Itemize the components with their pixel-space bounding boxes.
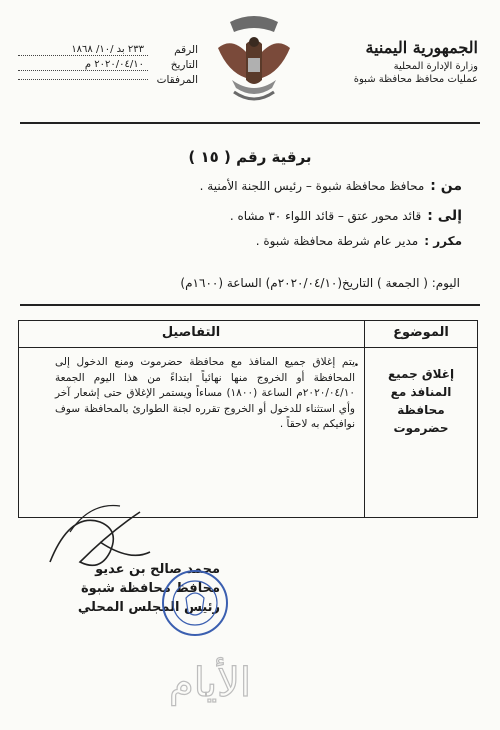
cc-line [62, 234, 462, 248]
to-label: إلى : [427, 208, 462, 224]
reference-block [18, 42, 198, 87]
cc-label: مكرر : [424, 234, 462, 248]
cc-text: مدير عام شرطة محافظة شبوة . [255, 234, 419, 248]
header-divider [20, 122, 480, 124]
attachments-label: المرفقات [156, 73, 198, 86]
telegram-title: برقية رقم ( ١٥ ) [188, 148, 312, 166]
signatory-title: محافظ محافظة شبوة [80, 581, 220, 596]
attachments-value [18, 79, 148, 80]
date-label: التاريخ [170, 58, 198, 71]
official-stamp-icon [160, 568, 230, 638]
details-cell: يتم إغلاق جميع المنافذ مع محافظة حضرموت ومنع الدخول إلى المحافظة أو الخروج منها نهائياً ابتداءً من هذا اليوم الجمعة ٢٠٢٠/٠٤/١٠م الساعة (١٨٠٠) مساءاً ويستمر الإغلاق حتى إشعار آخر وأي استثناء للدخول أو الخروج تقرره لجنة الطوارئ بالمحافظة سوف نوافيكم به لاحقاً . [55, 356, 355, 430]
from-line [62, 178, 462, 194]
org-ministry: وزارة الإدارة المحلية [393, 61, 478, 72]
org-office: عمليات محافظ محافظة شبوة [353, 74, 478, 85]
watermark-logo-icon [90, 650, 330, 710]
ref-label: الرقم [174, 43, 198, 56]
bullet-icon: • [353, 361, 359, 371]
subject-cell: إغلاق جميع المنافذ مع محافظة حضرموت [387, 367, 455, 435]
subject-header: الموضوع [393, 325, 449, 340]
to-text: قائد محور عتق – قائد اللواء ٣٠ مشاه . [229, 209, 422, 223]
from-text: محافظ محافظة شبوة – رئيس اللجنة الأمنية . [199, 179, 425, 193]
watermark-text: الأيام [168, 660, 252, 706]
date-line: اليوم: ( الجمعة ) التاريخ(٢٠٢٠/٠٤/١٠م) الساعة (١٦٠٠م) [180, 276, 460, 290]
yemen-eagle-emblem-icon [212, 8, 296, 118]
details-header: التفاصيل [161, 325, 221, 340]
content-table [18, 320, 478, 518]
signatory-name: محمد صالح بن عديو [95, 562, 220, 577]
org-country: الجمهورية اليمنية [365, 38, 478, 57]
to-line [62, 208, 462, 224]
ref-value: ٢٣٣ بد /١٠/ ١٨٦٨ [18, 44, 148, 56]
date-value: ٢٠٢٠/٠٤/١٠ م [18, 59, 148, 71]
signatory-title-2: رئيس المجلس المحلي [77, 600, 220, 615]
from-label: من : [430, 178, 462, 194]
body-divider [20, 304, 480, 306]
table-column-divider [364, 321, 365, 517]
letterhead-org [328, 38, 478, 85]
